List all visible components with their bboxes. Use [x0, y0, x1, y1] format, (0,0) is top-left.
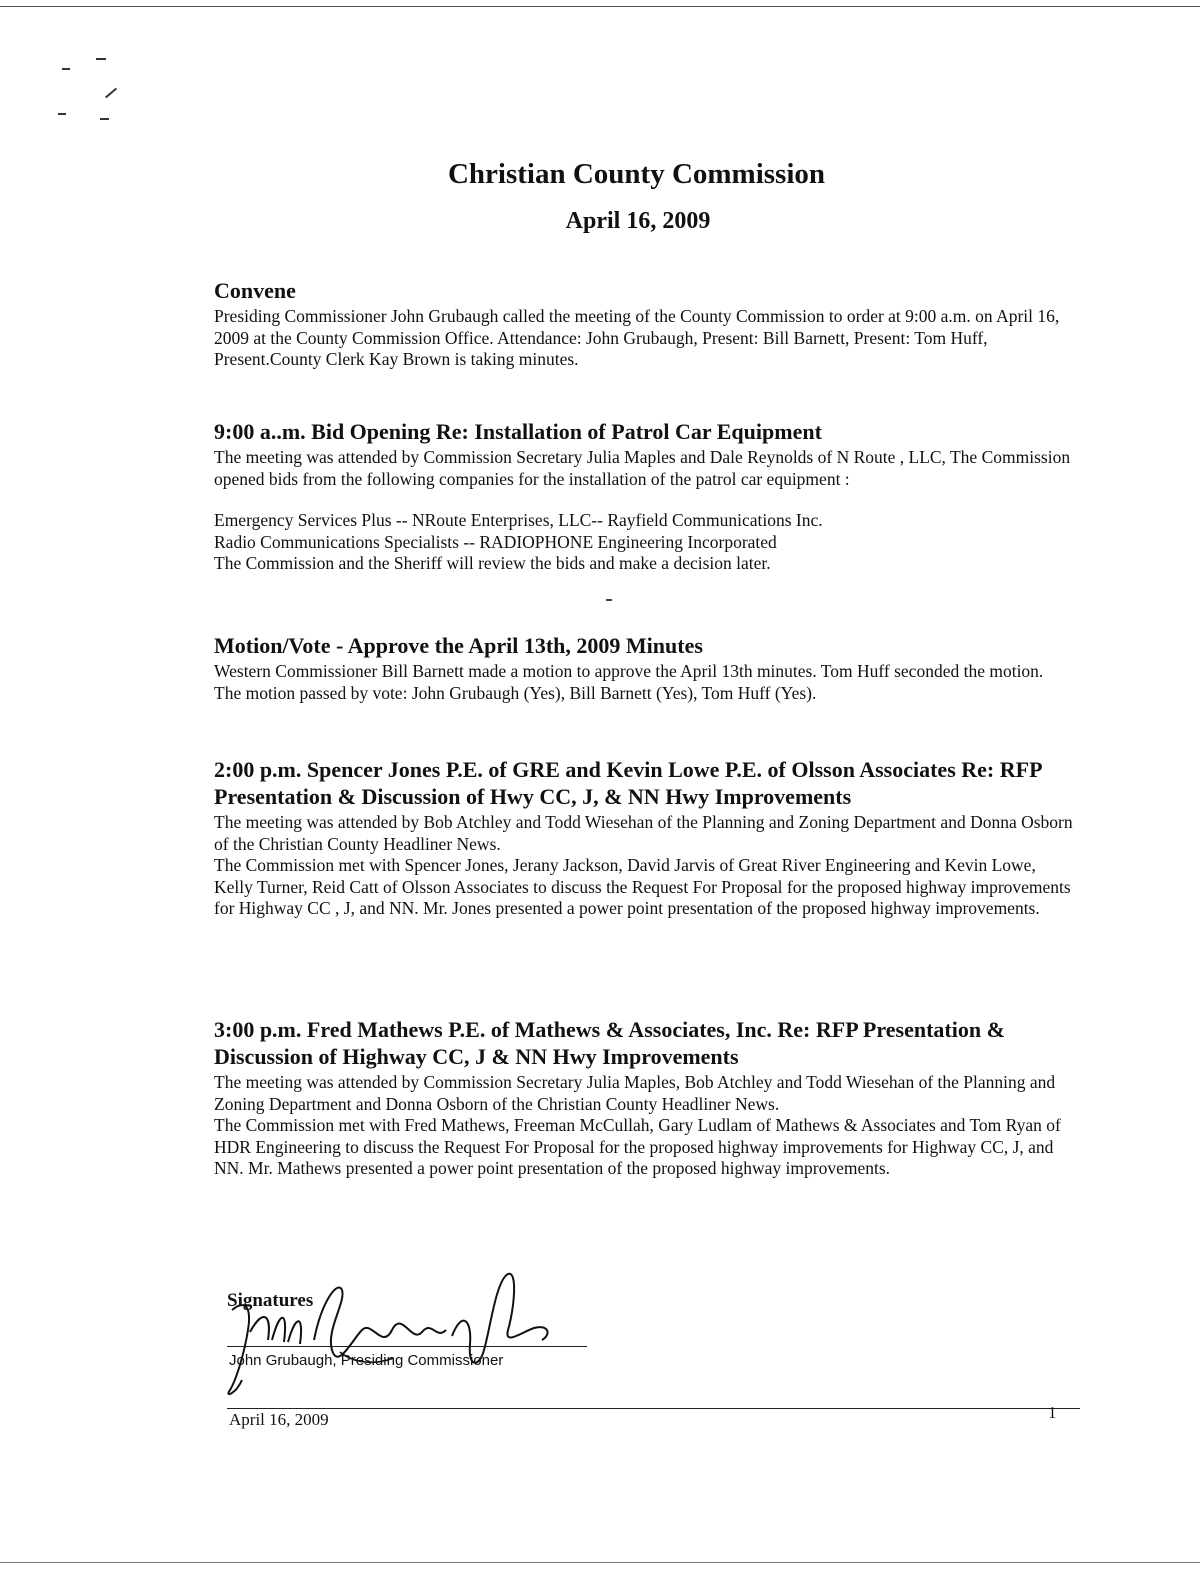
scan-mark — [58, 113, 66, 115]
signatures-heading: Signatures — [227, 1290, 314, 1311]
section-mathews-presentation — [214, 1016, 1074, 1180]
section-heading: Convene — [214, 278, 296, 303]
signature-block — [227, 1290, 607, 1400]
section-heading: Motion/Vote - Approve the April 13th, 2009 Minutes — [214, 633, 703, 658]
section-paragraph: Emergency Services Plus -- NRoute Enterprises, LLC-- Rayfield Communications Inc. — [214, 510, 823, 530]
section-paragraph: The Commission met with Fred Mathews, Freeman McCullah, Gary Ludlam of Mathews & Associates and Tom Ryan of HDR Engineering to discuss the Request For Proposal for the proposed highway improvements for Highway CC, J, and NN. Mr. Mathews presented a power point presentation of the proposed highway improvements. — [214, 1115, 1061, 1178]
section-paragraph: The Commission met with Spencer Jones, Jerany Jackson, David Jarvis of Great River Engineering and Kevin Lowe, Kelly Turner, Reid Catt of Olsson Associates to discuss the Request For Proposal for the proposed highway improvements for Highway CC , J, and NN. Mr. Jones presented a power point presentation of the proposed highway improvements. — [214, 855, 1071, 918]
section-paragraph: Radio Communications Specialists -- RADIOPHONE Engineering Incorporated — [214, 531, 777, 552]
section-paragraph: Western Commissioner Bill Barnett made a motion to approve the April 13th minutes. Tom Huff seconded the motion. The motion passed by vote: John Grubaugh (Yes), Bill Barnett (Yes), Tom Huff (Yes). — [214, 661, 1044, 703]
footer-date: April 16, 2009 — [229, 1410, 329, 1429]
section-paragraph: Presiding Commissioner John Grubaugh called the meeting of the County Commission to order at 9:00 a.m. on April 16, 2009 at the County Commission Office. Attendance: John Grubaugh, Present: Bill Barnett, Present: Tom Huff, Present.County Clerk Kay Brown is taking minutes. — [214, 306, 1060, 369]
footer-rule — [227, 1408, 1080, 1409]
section-motion-vote — [214, 632, 1074, 704]
section-gre-olsson-presentation — [214, 756, 1074, 920]
handwritten-signature — [222, 1270, 582, 1410]
section-paragraph: The meeting was attended by Bob Atchley and Todd Wiesehan of the Planning and Zoning Department and Donna Osborn of the Christian County Headliner News. — [214, 812, 1073, 854]
section-heading: 3:00 p.m. Fred Mathews P.E. of Mathews & Associates, Inc. Re: RFP Presentation & Discussion of Highway CC, J & NN Hwy Improvements — [214, 1017, 1005, 1069]
page-title: Christian County Commission — [447, 158, 826, 190]
section-heading: 2:00 p.m. Spencer Jones P.E. of GRE and Kevin Lowe P.E. of Olsson Associates Re: RFP Presentation & Discussion of Hwy CC, J, & NN Hwy Improvements — [214, 757, 1042, 809]
meeting-date: April 16, 2009 — [565, 208, 711, 234]
section-convene — [214, 277, 1074, 371]
section-bid-opening — [214, 418, 1074, 575]
section-heading: 9:00 a..m. Bid Opening Re: Installation of Patrol Car Equipment — [214, 419, 822, 444]
scan-mark — [96, 58, 106, 60]
scan-mark — [105, 88, 117, 99]
signer-name: John Grubaugh, Presiding Commissioner — [229, 1352, 504, 1369]
section-paragraph: The Commission and the Sheriff will review the bids and make a decision later. — [214, 553, 771, 573]
section-paragraph: The meeting was attended by Commission Secretary Julia Maples, Bob Atchley and Todd Wiesehan of the Planning and Zoning Department and Donna Osborn of the Christian County Headliner News. — [214, 1072, 1056, 1114]
scan-bottom-border — [0, 1562, 1200, 1563]
section-paragraph: The meeting was attended by Commission Secretary Julia Maples and Dale Reynolds of N Route , LLC, The Commission opened bids from the following companies for the installation of the patrol car equipment : — [214, 447, 1071, 489]
scan-mark — [62, 68, 70, 70]
scan-top-border — [0, 6, 1200, 7]
scan-mark — [100, 118, 109, 120]
page-number: 1 — [1048, 1403, 1057, 1422]
scan-mark — [606, 599, 612, 601]
paragraph-gap — [214, 490, 1074, 510]
